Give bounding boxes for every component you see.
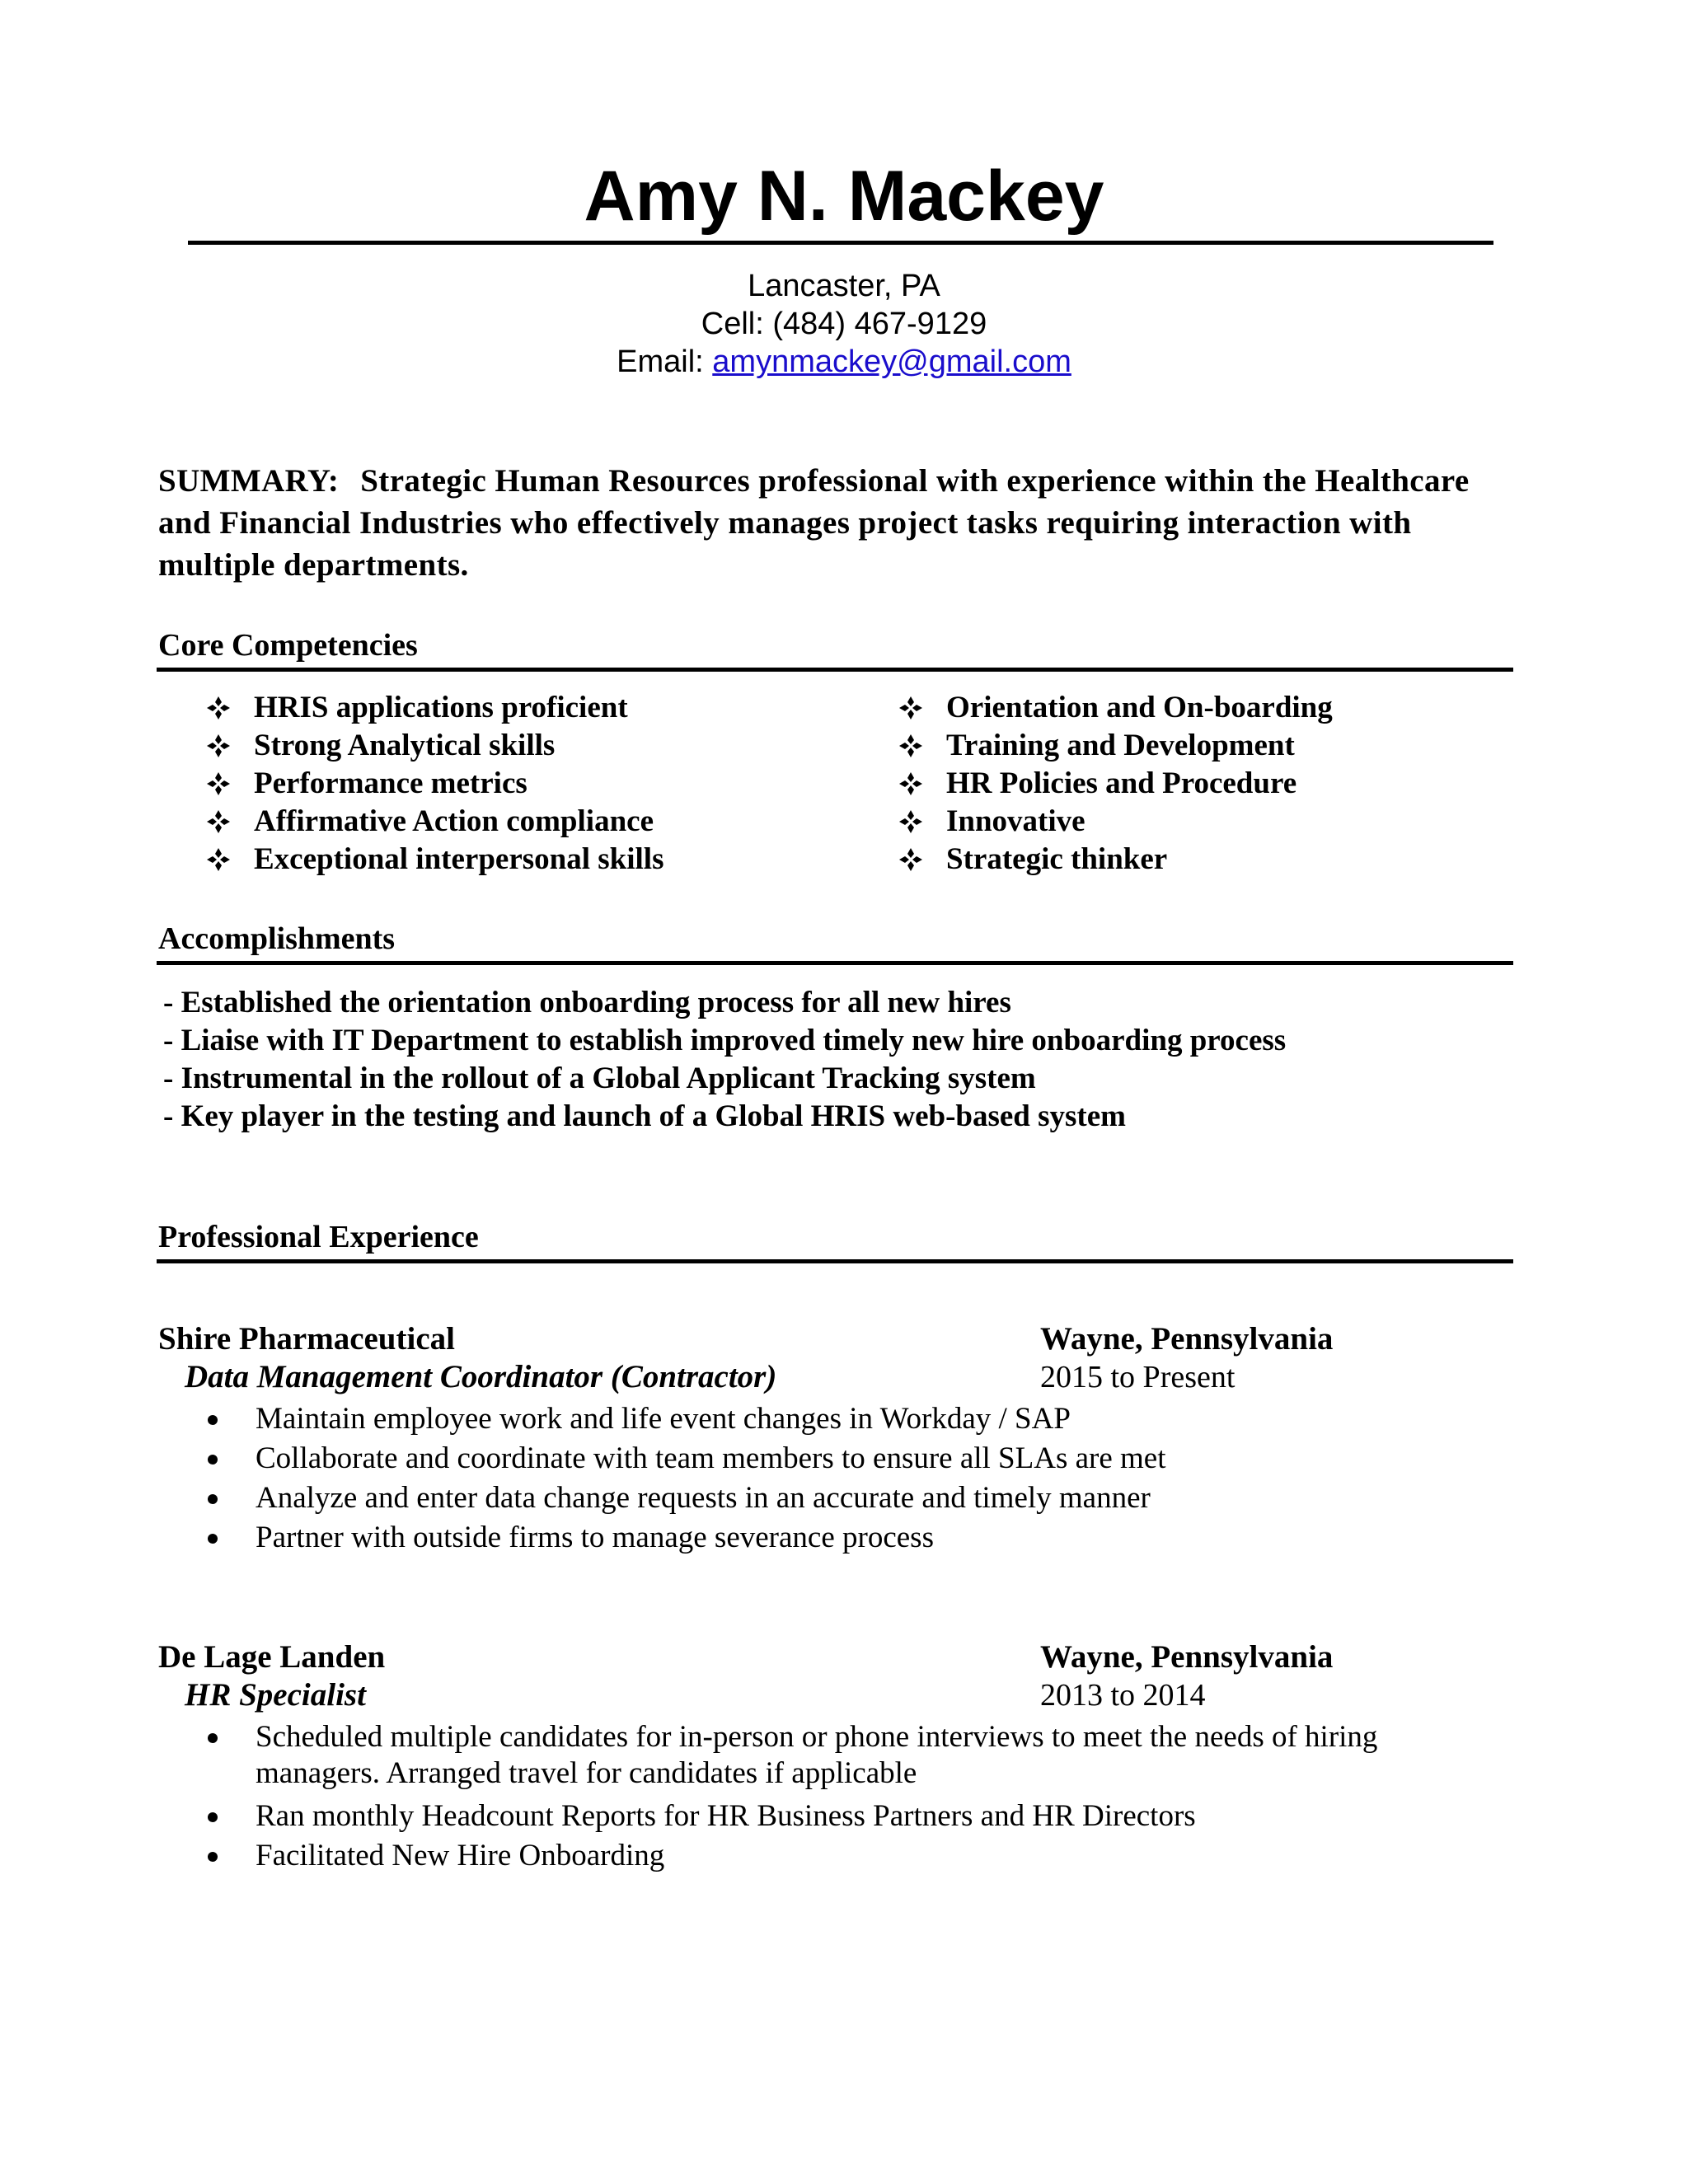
contact-cell: Cell: (484) 467-9129 xyxy=(701,307,987,341)
job-bullet: Collaborate and coordinate with team members to ensure all SLAs are met xyxy=(208,1441,1477,1477)
job-bullet: Scheduled multiple candidates for in-person or phone interviews to meet the needs of hiring managers. Arranged travel for candidates if applicable xyxy=(208,1719,1477,1792)
accomplishment-item: - Liaise with IT Department to establish improved timely new hire onboarding process xyxy=(163,1024,1287,1057)
bullet-dot-icon xyxy=(208,1415,218,1425)
competency-item: Innovative xyxy=(898,803,1085,841)
job-bullet: Ran monthly Headcount Reports for HR Business Partners and HR Directors xyxy=(208,1798,1477,1835)
bullet-dot-icon xyxy=(208,1812,218,1822)
bullet-dot-icon xyxy=(208,1534,218,1544)
core-competencies-divider xyxy=(157,668,1513,672)
bullet-dot-icon xyxy=(208,1852,218,1862)
accomplishment-item: - Established the orientation onboarding process for all new hires xyxy=(163,986,1011,1019)
competency-item: HR Policies and Procedure xyxy=(898,765,1296,803)
competency-item: HRIS applications proficient xyxy=(206,689,628,727)
email-link[interactable]: amynmackey@gmail.com xyxy=(712,344,1071,379)
name-divider xyxy=(188,241,1493,245)
competency-item: Affirmative Action compliance xyxy=(206,803,654,841)
contact-email-line xyxy=(0,343,1688,381)
accomplishments-divider xyxy=(157,961,1513,965)
job-bullet: Analyze and enter data change requests in an accurate and timely manner xyxy=(208,1480,1477,1516)
competency-item: Performance metrics xyxy=(206,765,528,803)
competency-item: Orientation and On-boarding xyxy=(898,689,1333,727)
core-competencies-heading: Core Competencies xyxy=(158,628,418,663)
summary-text: Strategic Human Resources professional with experience within the Healthcare and Financial Industries who effectively manages project tasks requiring interaction with multiple departments. xyxy=(158,463,1470,583)
diamond-bullet-icon xyxy=(898,768,923,793)
diamond-bullet-icon xyxy=(206,806,231,831)
competency-item: Exceptional interpersonal skills xyxy=(206,841,663,879)
job-bullet: Facilitated New Hire Onboarding xyxy=(208,1838,1477,1874)
job-title: HR Specialist xyxy=(185,1677,366,1713)
job-dates: 2013 to 2014 xyxy=(1040,1678,1206,1713)
job-location: Wayne, Pennsylvania xyxy=(1040,1639,1334,1675)
candidate-name: Amy N. Mackey xyxy=(584,157,1104,236)
job-location: Wayne, Pennsylvania xyxy=(1040,1321,1334,1357)
bullet-dot-icon xyxy=(208,1455,218,1465)
email-label: Email: xyxy=(617,344,713,379)
diamond-bullet-icon xyxy=(898,806,923,831)
job-dates: 2015 to Present xyxy=(1040,1360,1236,1394)
job-bullet: Maintain employee work and life event changes in Workday / SAP xyxy=(208,1401,1477,1437)
experience-heading: Professional Experience xyxy=(158,1220,479,1254)
accomplishment-item: - Key player in the testing and launch of a Global HRIS web-based system xyxy=(163,1099,1126,1133)
accomplishment-item: - Instrumental in the rollout of a Global Applicant Tracking system xyxy=(163,1062,1036,1095)
contact-location: Lancaster, PA xyxy=(748,269,940,303)
experience-divider xyxy=(157,1259,1513,1263)
bullet-dot-icon xyxy=(208,1494,218,1504)
job-company: De Lage Landen xyxy=(158,1639,386,1675)
diamond-bullet-icon xyxy=(206,844,231,869)
summary-block xyxy=(158,460,1526,586)
diamond-bullet-icon xyxy=(206,768,231,793)
summary-label: SUMMARY: xyxy=(158,463,340,499)
job-company: Shire Pharmaceutical xyxy=(158,1321,455,1357)
diamond-bullet-icon xyxy=(898,730,923,755)
competency-item: Training and Development xyxy=(898,727,1295,765)
diamond-bullet-icon xyxy=(206,692,231,717)
competency-item: Strategic thinker xyxy=(898,841,1167,879)
job-bullet: Partner with outside firms to manage severance process xyxy=(208,1520,1477,1556)
diamond-bullet-icon xyxy=(206,730,231,755)
diamond-bullet-icon xyxy=(898,844,923,869)
bullet-dot-icon xyxy=(208,1733,218,1743)
job-title: Data Management Coordinator (Contractor) xyxy=(185,1359,777,1394)
diamond-bullet-icon xyxy=(898,692,923,717)
accomplishments-heading: Accomplishments xyxy=(158,921,396,956)
competency-item: Strong Analytical skills xyxy=(206,727,555,765)
